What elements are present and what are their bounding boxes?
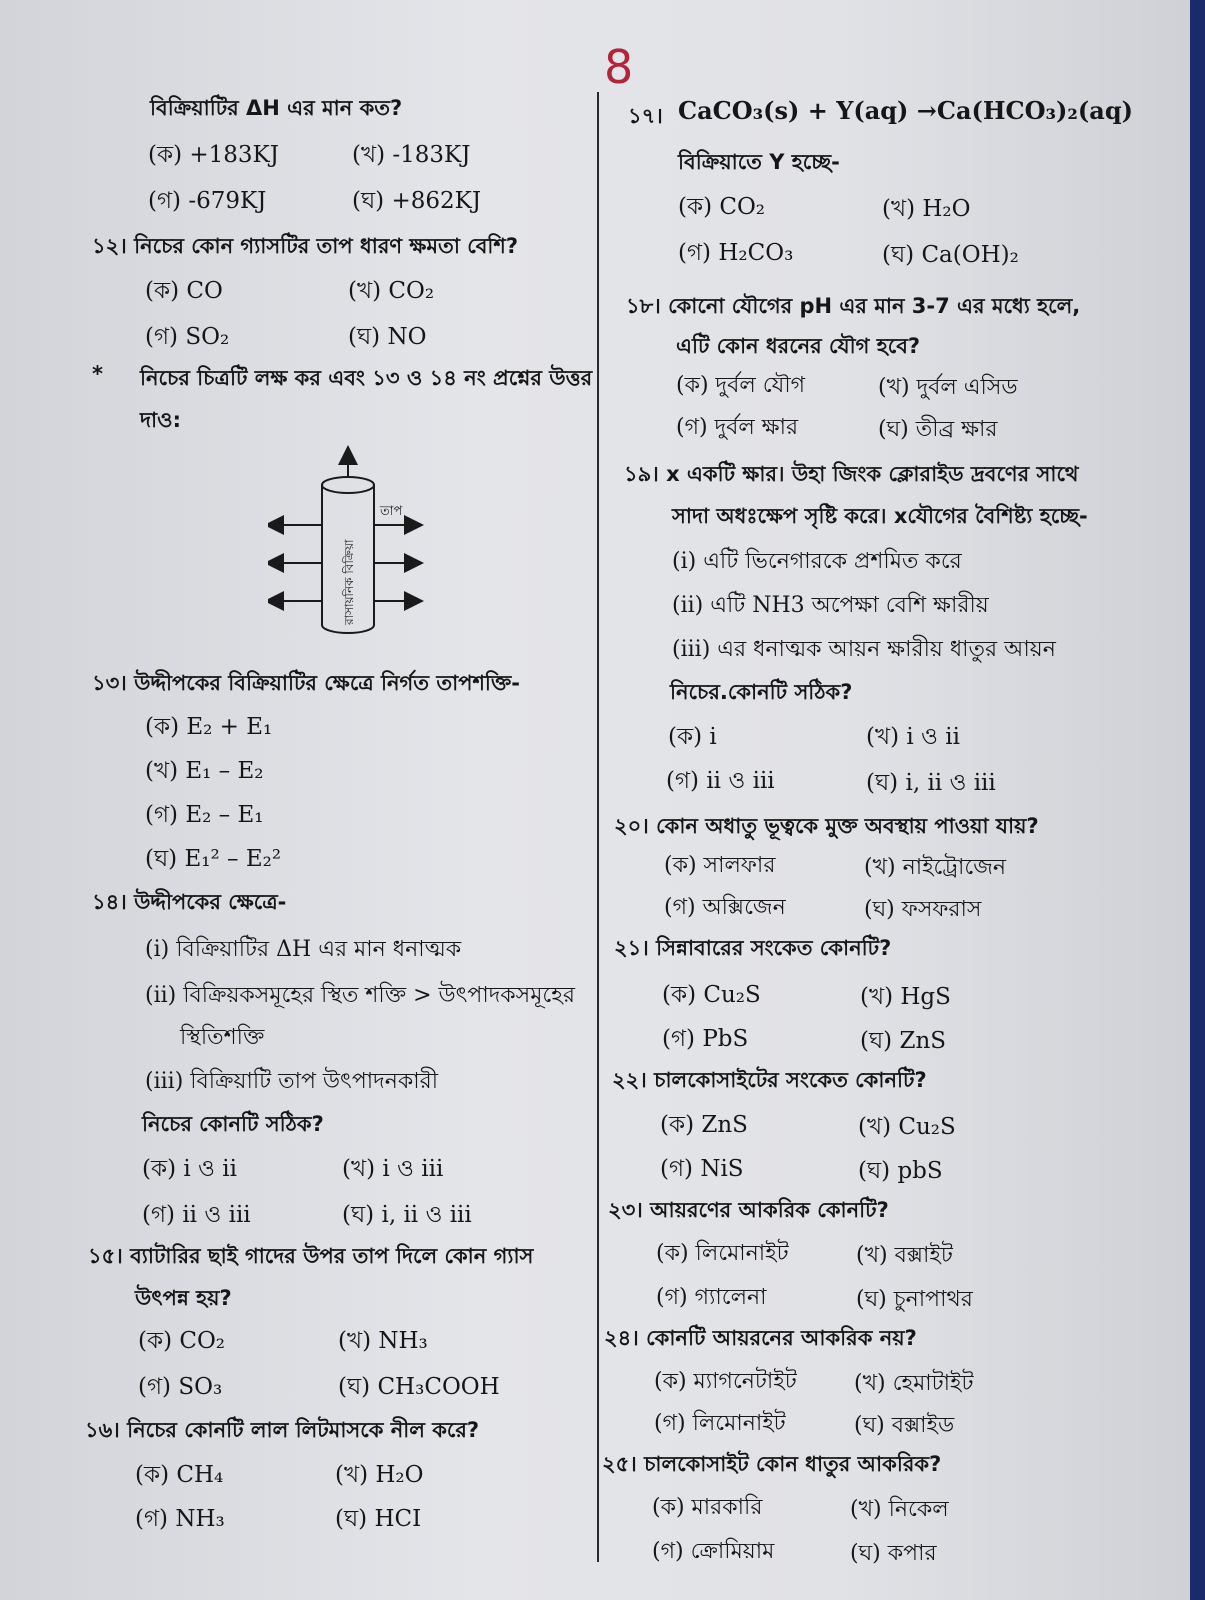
q17-option-ga: (গ) H₂CO₃	[678, 240, 794, 266]
q14-statement-ii-cont: স্থিতিশক্তি	[180, 1025, 265, 1050]
q17-equation: CaCO₃(s) + Y(aq) →Ca(HCO₃)₂(aq)	[678, 96, 1133, 125]
q19-option-ga: (গ) ii ও iii	[666, 768, 775, 794]
q22-option-ka: (ক) ZnS	[660, 1112, 748, 1138]
q15-line-1: ১৫। ব্যাটারির ছাই গাদের উপর তাপ দিলে কোন গ্যাস	[88, 1244, 534, 1268]
q14-statement-iii: (iii) বিক্রিয়াটি তাপ উৎপাদনকারী	[145, 1069, 438, 1094]
q14-option-ka: (ক) i ও ii	[142, 1156, 237, 1182]
q19-option-kha: (খ) i ও ii	[866, 724, 960, 750]
q20-option-ga: (গ) অক্সিজেন	[664, 895, 786, 920]
q24-option-ka: (ক) ম্যাগনেটাইট	[654, 1369, 797, 1394]
q12-option-ka: (ক) CO	[145, 278, 223, 304]
q25-option-gha: (ঘ) কপার	[850, 1541, 937, 1566]
q21-option-gha: (ঘ) ZnS	[860, 1028, 947, 1054]
q14-option-ga: (গ) ii ও iii	[142, 1202, 251, 1228]
q24-option-gha: (ঘ) বক্সাইড	[854, 1413, 955, 1438]
q19-line-2: সাদা অধঃক্ষেপ সৃষ্টি করে। xযৌগের বৈশিষ্ট্য হচ্ছে-	[672, 504, 1088, 528]
note-line-1: নিচের চিত্রটি লক্ষ কর এবং ১৩ ও ১৪ নং প্রশ্নের উত্তর	[140, 366, 593, 390]
q18-line-1: ১৮। কোনো যৌগের pH এর মান 3-7 এর মধ্যে হলে,	[626, 294, 1081, 318]
q12-option-kha: (খ) CO₂	[348, 278, 435, 304]
q14-option-gha: (ঘ) i, ii ও iii	[342, 1202, 472, 1228]
q23-option-ka: (ক) লিমোনাইট	[656, 1241, 789, 1266]
q25-option-ka: (ক) মারকারি	[652, 1495, 763, 1520]
q25-option-ga: (গ) ক্রোমিয়াম	[652, 1539, 775, 1564]
q13-option-gha: (ঘ) E₁² – E₂²	[145, 846, 282, 872]
q23-option-kha: (খ) বক্সাইট	[856, 1243, 953, 1268]
q15-line-2: উৎপন্ন হয়?	[135, 1286, 232, 1310]
q13-option-ga: (গ) E₂ – E₁	[145, 802, 264, 828]
note-star: *	[92, 362, 103, 386]
q25-option-kha: (খ) নিকেল	[850, 1497, 949, 1522]
page-number: 8	[604, 40, 634, 94]
q19-option-gha: (ঘ) i, ii ও iii	[866, 770, 996, 796]
q19-statement-i: (i) এটি ভিনেগারকে প্রশমিত করে	[672, 549, 962, 574]
q18-option-gha: (ঘ) তীব্র ক্ষার	[878, 417, 998, 442]
q12-option-gha: (ঘ) NO	[348, 324, 427, 350]
q14-option-kha: (খ) i ও iii	[342, 1156, 444, 1182]
q13-option-kha: (খ) E₁ – E₂	[145, 758, 264, 784]
q14-statement-i: (i) বিক্রিয়াটির ΔH এর মান ধনাত্মক	[145, 937, 462, 962]
note-line-2: দাও:	[140, 408, 181, 432]
q23-option-ga: (গ) গ্যালেনা	[656, 1285, 767, 1310]
q24-option-kha: (খ) হেমাটাইট	[854, 1371, 974, 1396]
q11-option-gha: (ঘ) +862KJ	[352, 188, 482, 214]
q16-option-ga: (গ) NH₃	[135, 1506, 225, 1532]
q11-tail: বিক্রিয়াটির ΔH এর মান কত?	[150, 96, 403, 120]
q16-option-ka: (ক) CH₄	[135, 1462, 224, 1488]
diagram-heat-label: তাপ	[380, 504, 403, 519]
q15-option-gha: (ঘ) CH₃COOH	[338, 1374, 500, 1400]
q21-option-ka: (ক) Cu₂S	[662, 982, 761, 1008]
q23-text: ২৩। আয়রণের আকরিক কোনটি?	[608, 1198, 889, 1222]
q19-which: নিচের.কোনটি সঠিক?	[670, 680, 853, 704]
q13-option-ka: (ক) E₂ + E₁	[145, 714, 273, 740]
q12-text: ১২। নিচের কোন গ্যাসটির তাপ ধারণ ক্ষমতা বেশি?	[92, 234, 519, 258]
q22-option-gha: (ঘ) pbS	[858, 1158, 943, 1184]
q15-option-kha: (খ) NH₃	[338, 1328, 428, 1354]
q24-text: ২৪। কোনটি আয়রনের আকরিক নয়?	[604, 1326, 917, 1350]
reaction-heat-diagram	[268, 445, 438, 645]
diagram-cylinder-label: রাসায়নিক বিক্রিয়া	[342, 539, 356, 625]
q22-text: ২২। চালকোসাইটের সংকেত কোনটি?	[612, 1068, 927, 1092]
q21-option-kha: (খ) HgS	[860, 984, 951, 1010]
q14-which: নিচের কোনটি সঠিক?	[142, 1112, 324, 1136]
q11-option-ka: (ক) +183KJ	[148, 142, 279, 168]
q15-option-ga: (গ) SO₃	[138, 1374, 223, 1400]
q22-option-kha: (খ) Cu₂S	[858, 1114, 956, 1140]
q14-text: ১৪। উদ্দীপকের ক্ষেত্রে-	[92, 890, 287, 914]
q17-option-kha: (খ) H₂O	[882, 196, 971, 222]
q17-line-2: বিক্রিয়াতে Y হচ্ছে-	[678, 150, 840, 174]
q19-statement-ii: (ii) এটি NH3 অপেক্ষা বেশি ক্ষারীয়	[672, 593, 989, 618]
q25-text: ২৫। চালকোসাইট কোন ধাতুর আকরিক?	[602, 1452, 942, 1476]
q21-option-ga: (গ) PbS	[662, 1026, 749, 1052]
q18-option-kha: (খ) দুর্বল এসিড	[878, 375, 1018, 400]
q19-option-ka: (ক) i	[668, 724, 717, 750]
q19-line-1: ১৯। x একটি ক্ষার। উহা জিংক ক্লোরাইড দ্রবণের সাথে	[624, 462, 1079, 486]
q16-text: ১৬। নিচের কোনটি লাল লিটমাসকে নীল করে?	[85, 1418, 480, 1442]
q11-option-kha: (খ) -183KJ	[352, 142, 471, 168]
q22-option-ga: (গ) NiS	[660, 1156, 744, 1182]
q20-option-kha: (খ) নাইট্রোজেন	[864, 855, 1007, 880]
q13-text: ১৩। উদ্দীপকের বিক্রিয়াটির ক্ষেত্রে নির্গত তাপশক্তি-	[92, 671, 521, 695]
q20-option-gha: (ঘ) ফসফরাস	[864, 897, 982, 922]
q17-number: ১৭।	[628, 104, 663, 128]
q20-text: ২০। কোন অধাতু ভূত্বকে মুক্ত অবস্থায় পাওয়া যায়?	[614, 814, 1039, 838]
column-divider	[597, 92, 599, 1562]
q11-option-ga: (গ) -679KJ	[148, 188, 267, 214]
q17-option-ka: (ক) CO₂	[678, 194, 766, 220]
q20-option-ka: (ক) সালফার	[664, 853, 776, 878]
q18-option-ga: (গ) দুর্বল ক্ষার	[676, 415, 799, 440]
background-edge	[1190, 0, 1205, 1600]
q16-option-kha: (খ) H₂O	[335, 1462, 424, 1488]
q12-option-ga: (গ) SO₂	[145, 324, 230, 350]
q24-option-ga: (গ) লিমোনাইট	[654, 1411, 786, 1436]
q18-option-ka: (ক) দুর্বল যৌগ	[676, 373, 806, 398]
q23-option-gha: (ঘ) চুনাপাথর	[856, 1287, 973, 1312]
q15-option-ka: (ক) CO₂	[138, 1328, 226, 1354]
q16-option-gha: (ঘ) HCI	[335, 1506, 422, 1532]
q14-statement-ii: (ii) বিক্রিয়কসমূহের স্থিত শক্তি > উৎপাদকসমূহের	[145, 983, 575, 1008]
q18-line-2: এটি কোন ধরনের যৌগ হবে?	[676, 334, 921, 358]
q21-text: ২১। সিন্নাবারের সংকেত কোনটি?	[614, 936, 892, 960]
q19-statement-iii: (iii) এর ধনাত্মক আয়ন ক্ষারীয় ধাতুর আয়ন	[672, 637, 1056, 662]
q17-option-gha: (ঘ) Ca(OH)₂	[882, 242, 1019, 268]
